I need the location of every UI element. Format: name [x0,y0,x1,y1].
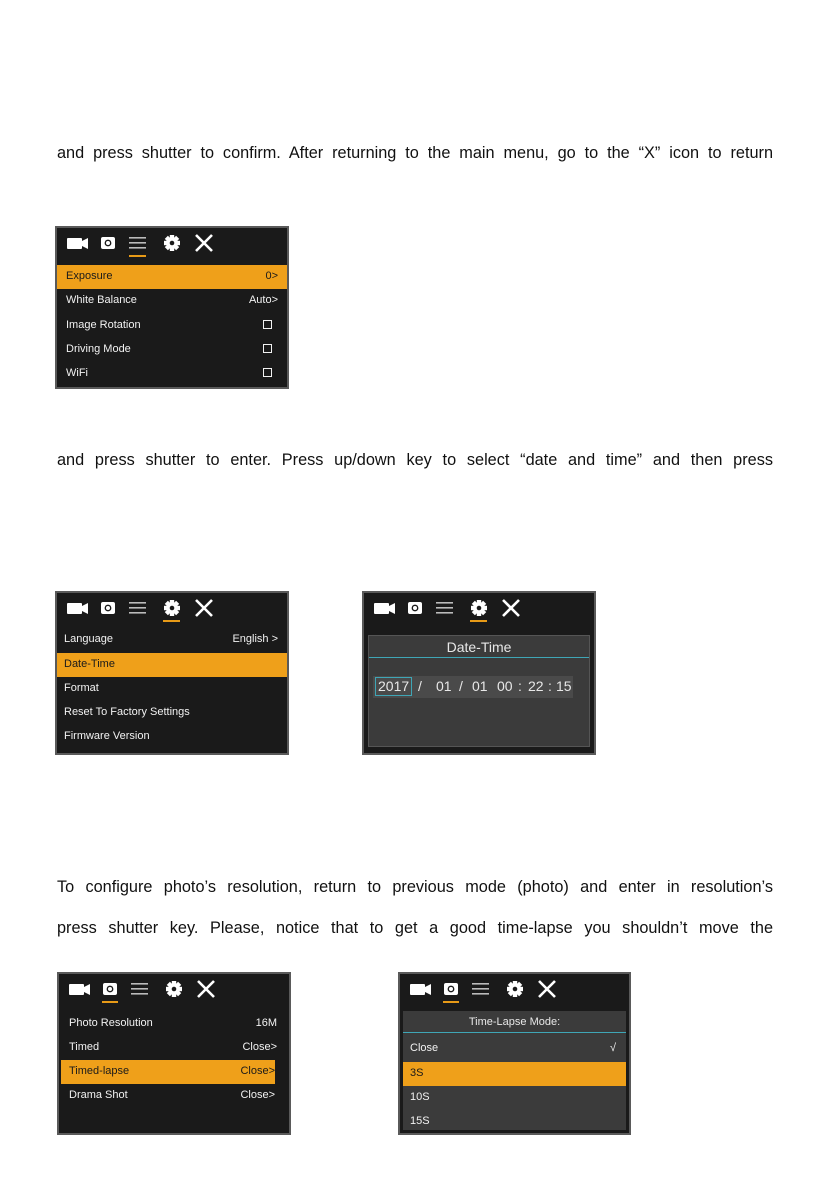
video-camera-icon[interactable] [408,974,434,1004]
gear-icon[interactable] [163,974,185,1004]
close-icon[interactable] [193,593,215,623]
checkbox-icon[interactable] [263,320,272,329]
date-separator: / [459,678,463,694]
menu-row-reset-factory[interactable]: Reset To Factory Settings [64,706,190,718]
menu-row-photo-resolution[interactable]: Photo Resolution 16M [69,1017,277,1029]
photo-camera-icon[interactable] [406,593,426,623]
camera-screen-time-lapse-mode [398,972,631,1135]
gear-icon[interactable] [161,228,183,258]
photo-camera-icon[interactable] [442,974,462,1004]
date-separator: / [418,678,422,694]
menu-row-language[interactable]: Language English > [64,633,278,645]
option-row-close[interactable]: Close √ [410,1042,616,1054]
camera-screen-general-menu [55,226,289,389]
menu-row-format[interactable]: Format [64,682,99,694]
time-separator: : [518,678,522,694]
close-icon[interactable] [500,593,522,623]
menu-list-icon[interactable] [434,593,456,623]
active-tab-indicator [163,620,180,622]
menu-row-white-balance[interactable]: White Balance Auto> [66,294,278,306]
instruction-text-3: To configure photo’s resolution, return to previous mode (photo) and enter in resolution’s [57,878,773,896]
photo-camera-icon[interactable] [101,974,121,1004]
mode-icon-bar [57,228,287,258]
gear-icon[interactable] [161,593,183,623]
menu-list-icon[interactable] [129,974,151,1004]
checkbox-icon[interactable] [263,344,272,353]
active-tab-indicator [129,255,146,257]
second-field[interactable]: 15 [556,678,572,694]
camera-screen-settings-menu [55,591,289,755]
camera-screen-photo-menu [57,972,291,1135]
gear-icon[interactable] [504,974,526,1004]
menu-row-timed-lapse[interactable]: Timed-lapse Close> [61,1060,275,1084]
menu-row-image-rotation[interactable]: Image Rotation [57,314,287,338]
date-time-title: Date-Time [446,639,512,655]
active-tab-indicator [470,620,487,622]
day-field[interactable]: 01 [472,678,488,694]
mode-icon-bar [364,593,594,623]
menu-row-driving-mode[interactable]: Driving Mode [57,338,287,362]
close-icon[interactable] [195,974,217,1004]
title-divider [403,1032,626,1033]
month-field[interactable]: 01 [436,678,452,694]
instruction-text-2: and press shutter to enter. Press up/down key to select “date and time” and then press [57,451,773,469]
menu-list-icon[interactable] [470,974,492,1004]
menu-row-drama-shot[interactable]: Drama Shot Close> [69,1089,275,1101]
active-tab-indicator [443,1001,459,1003]
hour-field[interactable]: 00 [497,678,513,694]
option-row-15s[interactable]: 15S [410,1115,430,1127]
active-tab-indicator [102,1001,118,1003]
menu-list-icon[interactable] [127,228,149,258]
year-field[interactable]: 2017 [375,677,412,696]
option-row-10s[interactable]: 10S [410,1091,430,1103]
close-icon[interactable] [536,974,558,1004]
time-lapse-panel [403,1011,626,1130]
mode-icon-bar [59,974,289,1004]
option-row-3s[interactable]: 3S [403,1062,626,1086]
camera-screen-date-time [362,591,596,755]
photo-camera-icon[interactable] [99,593,119,623]
title-divider [369,657,589,658]
time-separator: : [548,678,552,694]
video-camera-icon[interactable] [65,593,91,623]
time-lapse-title: Time-Lapse Mode: [468,1016,561,1028]
mode-icon-bar [400,974,629,1004]
photo-camera-icon[interactable] [99,228,119,258]
menu-row-firmware-version[interactable]: Firmware Version [64,730,150,742]
instruction-text-1: and press shutter to confirm. After returning to the main menu, go to the “X” icon to return [57,144,773,162]
close-icon[interactable] [193,228,215,258]
checkbox-icon[interactable] [263,368,272,377]
instruction-text-4: press shutter key. Please, notice that to get a good time-lapse you shouldn’t move the [57,919,773,937]
menu-row-exposure[interactable]: Exposure 0> [57,265,287,289]
checkmark-icon: √ [609,1042,616,1054]
menu-row-wifi[interactable]: WiFi [57,362,287,386]
video-camera-icon[interactable] [372,593,398,623]
menu-list-icon[interactable] [127,593,149,623]
mode-icon-bar [57,593,287,623]
video-camera-icon[interactable] [67,974,93,1004]
gear-icon[interactable] [468,593,490,623]
menu-row-date-time[interactable]: Date-Time [57,653,287,677]
minute-field[interactable]: 22 [528,678,544,694]
menu-row-timed[interactable]: Timed Close> [69,1041,277,1053]
video-camera-icon[interactable] [65,228,91,258]
date-time-fields [373,676,573,698]
date-time-panel [368,635,590,747]
